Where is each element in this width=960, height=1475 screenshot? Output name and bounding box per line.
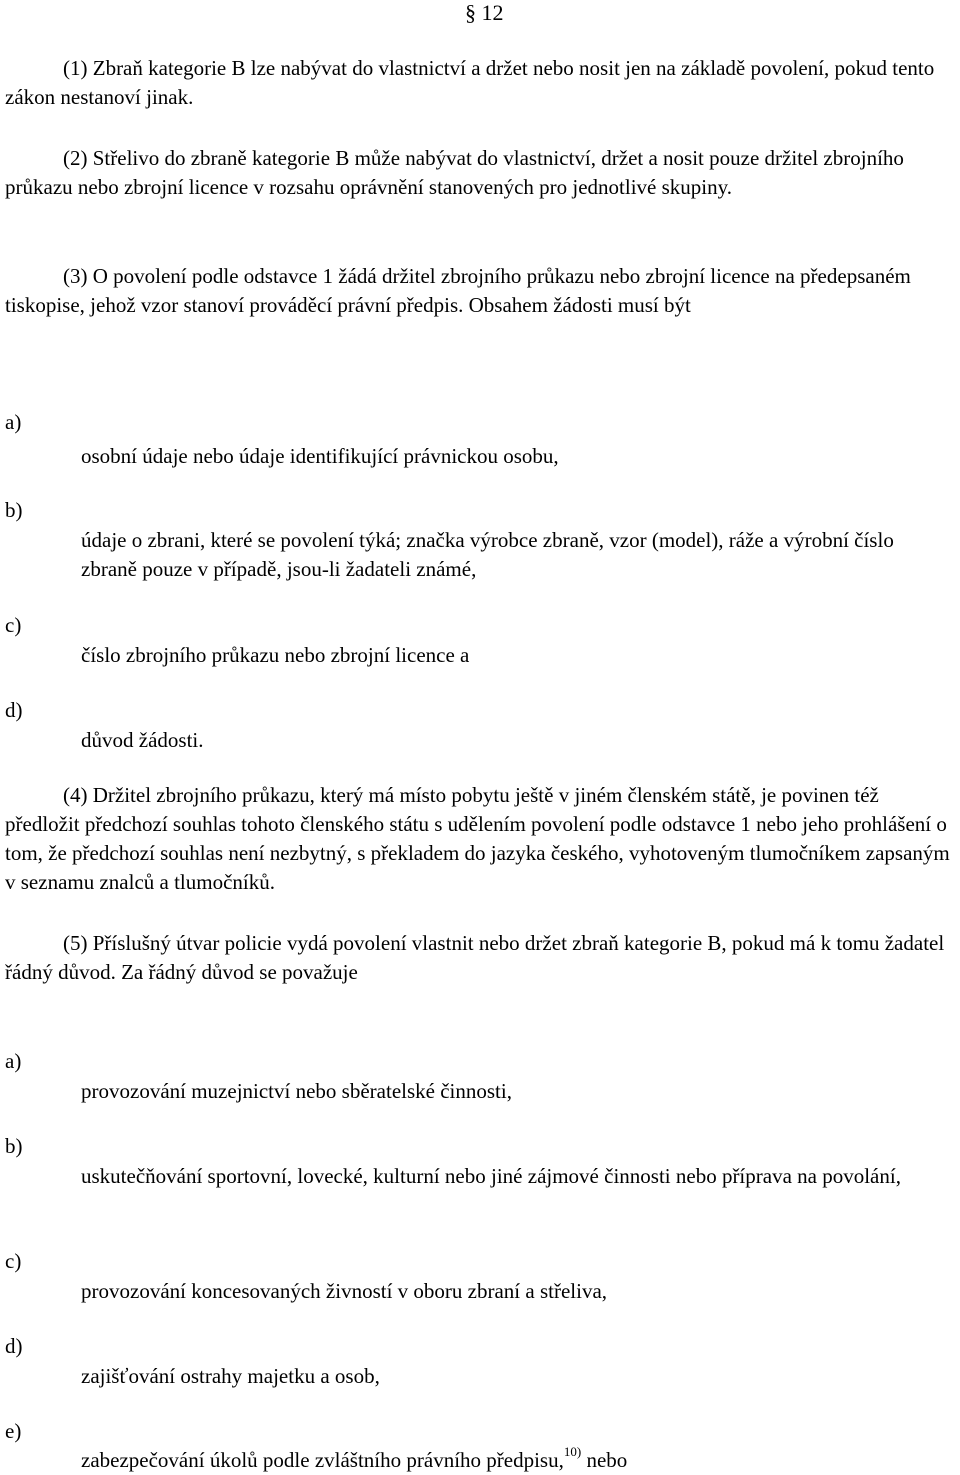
list1-label-b: b) bbox=[5, 498, 23, 522]
list2-item-c: provozování koncesovaných živností v oboru zbraní a střeliva, bbox=[81, 1279, 608, 1303]
section-number: § 12 bbox=[465, 0, 504, 25]
list2-item-e-text-end: nebo bbox=[581, 1448, 628, 1472]
list2-item-b: uskutečňování sportovní, lovecké, kulturní nebo jiné zájmové činnosti nebo příprava na povolání, bbox=[81, 1164, 901, 1188]
paragraph-4: (4) Držitel zbrojního průkazu, který má místo pobytu ještě v jiném členském státě, je povinen též předložit předchozí souhlas tohoto členského státu s udělením povolení podle odstavce 1 nebo jeho prohlášení o tom, že předchozí souhlas není nezbytný, s překladem do jazyka českého, vyhotoveným tlumočníkem zapsaným v seznamu znalců a tlumočníků. bbox=[5, 783, 950, 894]
paragraph-5: (5) Příslušný útvar policie vydá povolení vlastnit nebo držet zbraň kategorie B, pokud má k tomu žadatel řádný důvod. Za řádný důvod se považuje bbox=[5, 931, 945, 984]
paragraph-1: (1) Zbraň kategorie B lze nabývat do vlastnictví a držet nebo nosit jen na základě povolení, pokud tento zákon nestanoví jinak. bbox=[5, 56, 935, 109]
list1-label-a: a) bbox=[5, 410, 22, 434]
list2-item-a: provozování muzejnictví nebo sběratelské činnosti, bbox=[81, 1079, 512, 1103]
list2-item-d: zajišťování ostrahy majetku a osob, bbox=[81, 1364, 380, 1388]
list1-label-c: c) bbox=[5, 613, 22, 637]
footnote-reference: 10) bbox=[563, 1444, 582, 1459]
list2-item-e-text: zabezpečování úkolů podle zvláštního právního předpisu, bbox=[81, 1448, 564, 1472]
paragraph-3: (3) O povolení podle odstavce 1 žádá držitel zbrojního průkazu nebo zbrojní licence na předepsaném tiskopise, jehož vzor stanoví prováděcí právní předpis. Obsahem žádosti musí být bbox=[5, 264, 911, 317]
list2-label-d: d) bbox=[5, 1334, 23, 1358]
list1-label-d: d) bbox=[5, 698, 23, 722]
list2-label-a: a) bbox=[5, 1049, 22, 1073]
list1-item-d: důvod žádosti. bbox=[81, 728, 204, 752]
list2-label-b: b) bbox=[5, 1134, 23, 1158]
list2-item-e bbox=[81, 1446, 951, 1475]
list2-label-c: c) bbox=[5, 1249, 22, 1273]
list1-item-b: údaje o zbrani, které se povolení týká; značka výrobce zbraně, vzor (model), ráže a výrobní číslo zbraně pouze v případě, jsou-li žadateli známé, bbox=[81, 528, 894, 581]
list1-item-a: osobní údaje nebo údaje identifikující právnickou osobu, bbox=[81, 444, 559, 468]
paragraph-2: (2) Střelivo do zbraně kategorie B může nabývat do vlastnictví, držet a nosit pouze držitel zbrojního průkazu nebo zbrojní licence v rozsahu oprávnění stanovených pro jednotlivé skupiny. bbox=[5, 146, 904, 199]
list1-item-c: číslo zbrojního průkazu nebo zbrojní licence a bbox=[81, 643, 470, 667]
list2-label-e: e) bbox=[5, 1419, 22, 1443]
